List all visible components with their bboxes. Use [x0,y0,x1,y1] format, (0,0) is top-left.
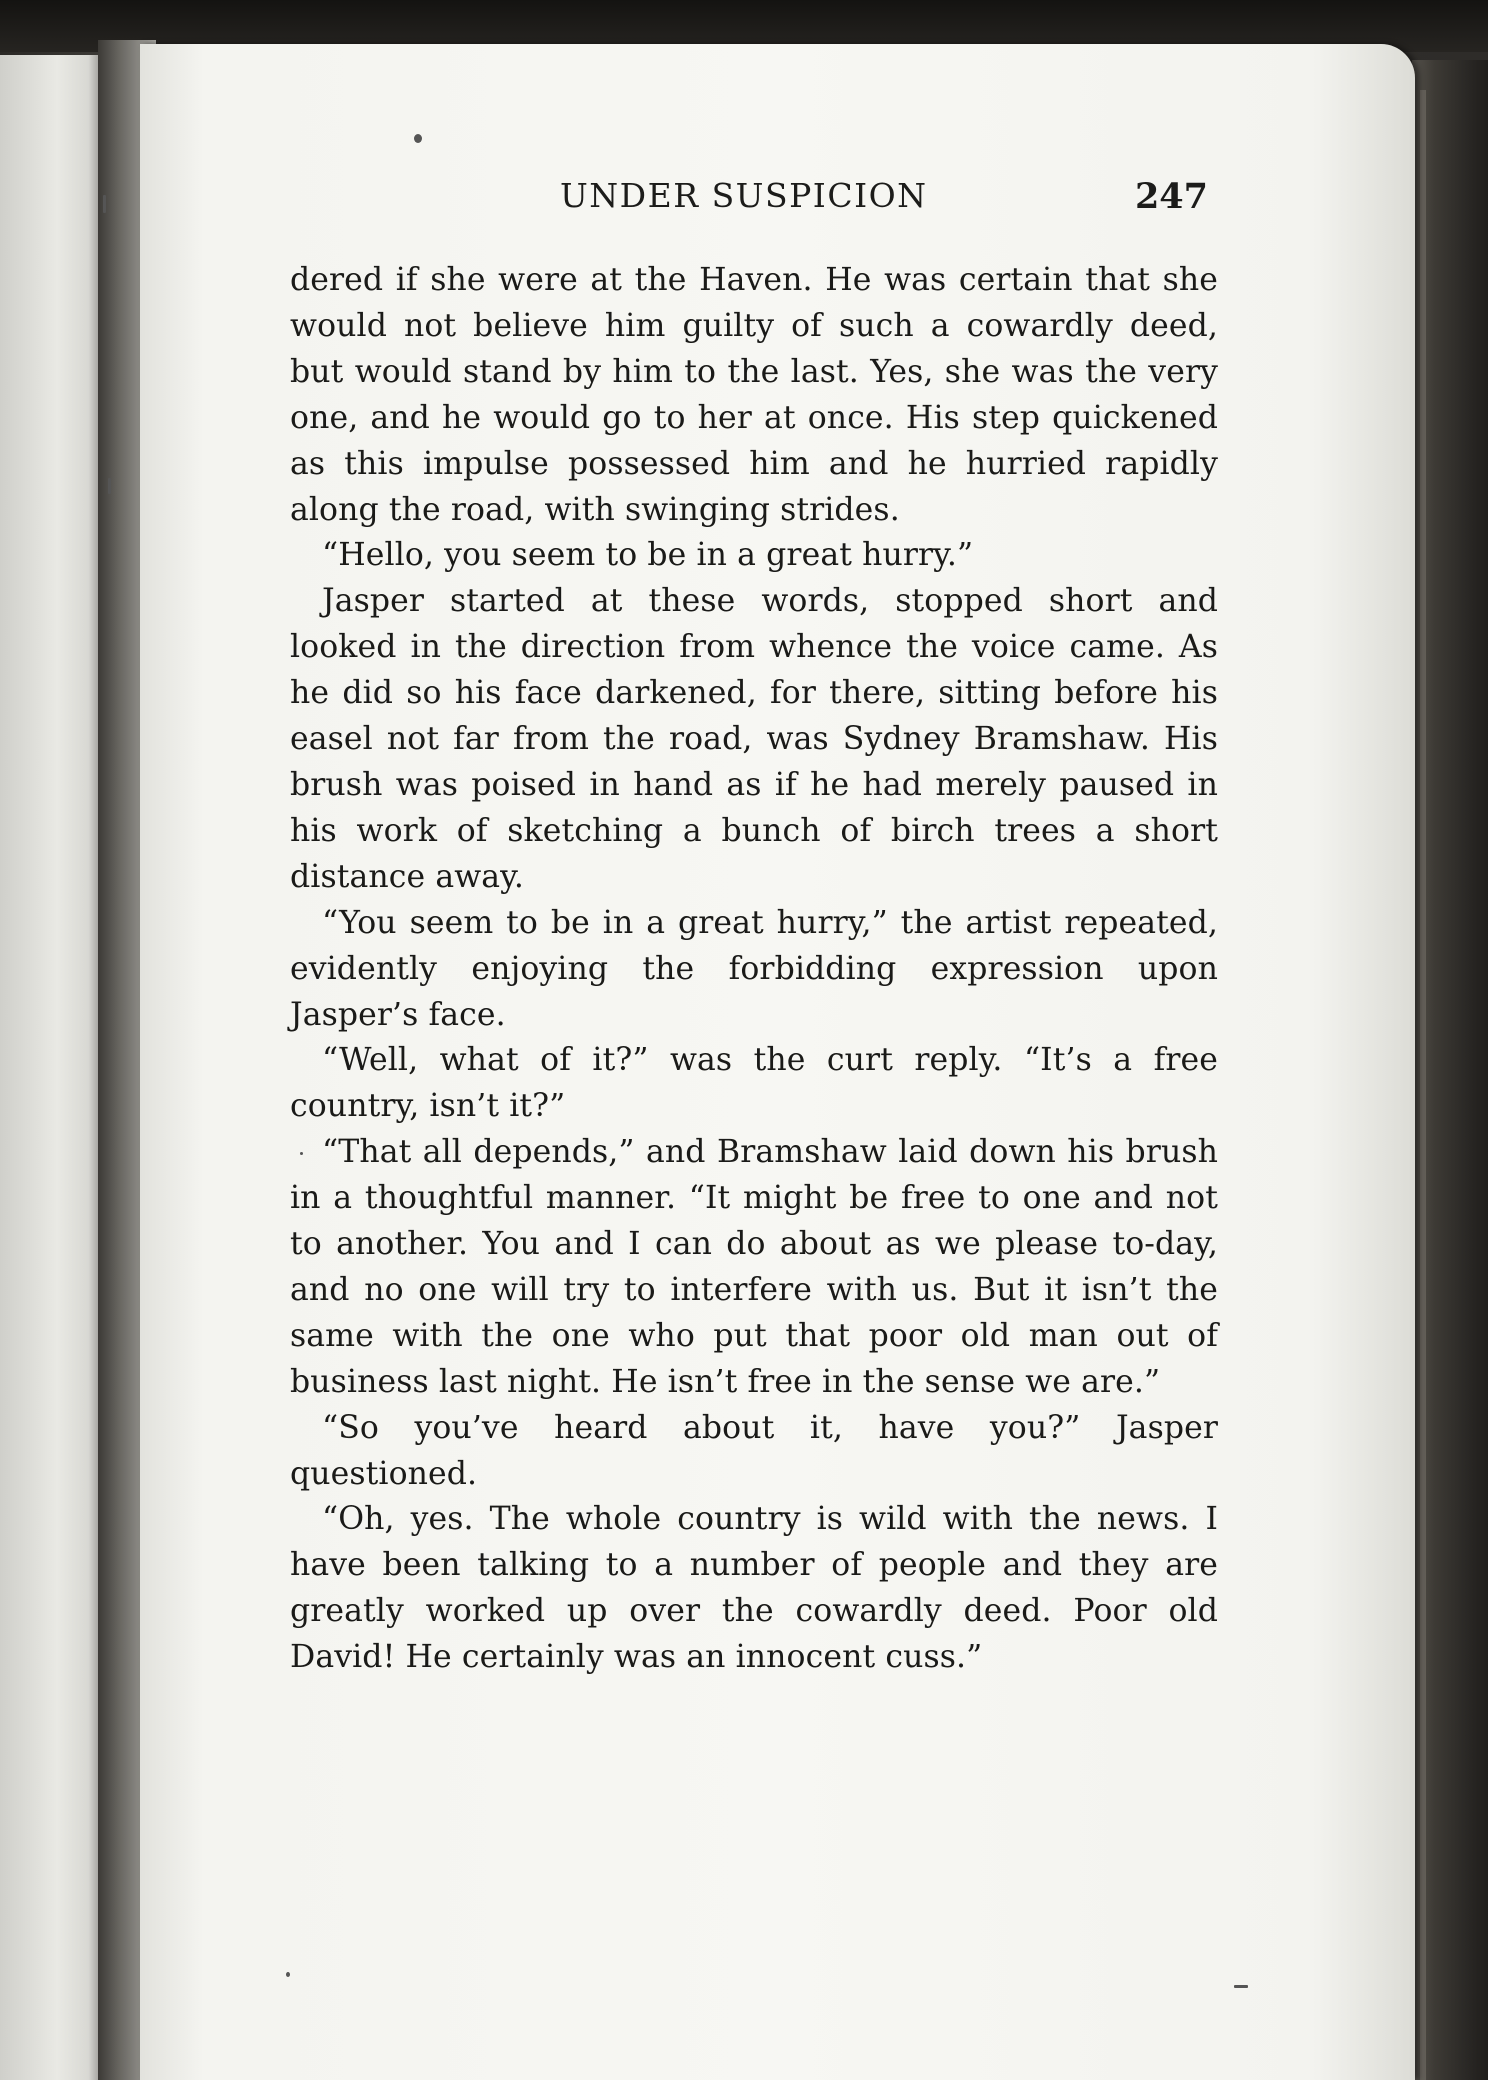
body-text [290,258,1218,1681]
paragraph: “So you’ve heard about it, have you?” Jasper questioned. [290,1409,1218,1492]
scan-speck [300,1152,303,1155]
paragraph: Jasper started at these words, stopped short and looked in the direction from whence the voice came. As he did so his face darkened, for there, sitting before his easel not far from the road, was Sydney Bramshaw. His brush was poised in hand as if he had merely paused in his work of sketching a bunch of birch trees a short distance away. [290,583,1218,895]
paragraph: “Well, what of it?” was the curt reply. “It’s a free country, isn’t it?” [290,1042,1218,1125]
fore-edge-line [1420,90,1426,2080]
scan-speck [1234,1985,1248,1988]
facing-page-edge [0,55,104,2080]
paragraph: “You seem to be in a great hurry,” the artist repeated, evidently enjoying the forbidding expression upon Jasper’s face. [290,904,1218,1033]
page-number: 247 [1134,176,1208,217]
paragraph: “Hello, you seem to be in a great hurry.” [322,537,974,574]
scan-speck [414,134,422,143]
scan-speck [108,478,111,494]
running-head: UNDER SUSPICION [560,176,928,215]
paragraph: dered if she were at the Haven. He was certain that she would not believe him guilty of such a cowardly deed, but would stand by him to the last. Yes, she was the very one, and he would go to her at once. His step quickened as this impulse possessed him and he hurried rapidly along the road, with swinging strides. [290,262,1218,528]
paragraph: “Oh, yes. The whole country is wild with the news. I have been talking to a number of people and they are greatly worked up over the cowardly deed. Poor old David! He certainly was an innocent cuss.” [290,1501,1218,1676]
scan-speck [286,1972,290,1977]
paragraph: “That all depends,” and Bramshaw laid down his brush in a thoughtful manner. “It might be free to one and not to another. You and I can do about as we please to-day, and no one will try to interfere with us. But it isn’t the same with the one who put that poor old man out of business last night. He isn’t free in the sense we are.” [290,1134,1218,1400]
scan-speck [103,195,106,213]
page-header [290,176,1220,226]
